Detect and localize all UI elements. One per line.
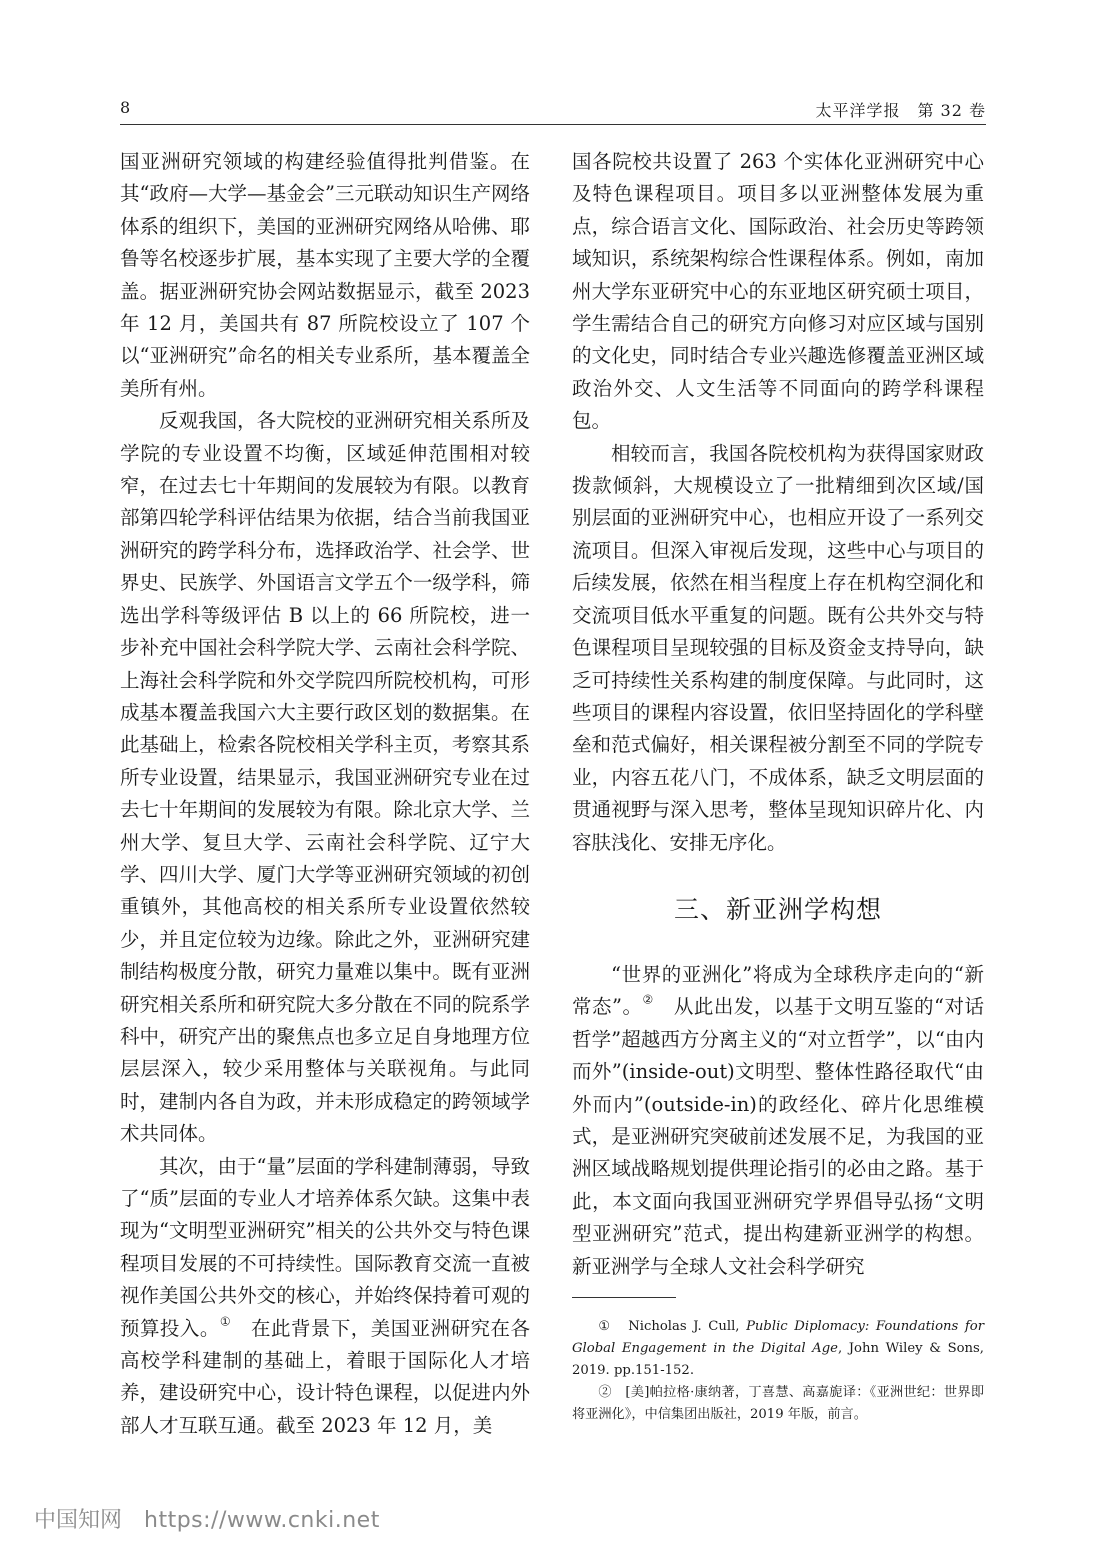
footnote-divider — [572, 1297, 676, 1298]
footnote-mark: ② — [598, 1385, 612, 1400]
paragraph-text: “世界的亚洲化”将成为全球秩序走向的“新常态”。 — [572, 962, 984, 1019]
footnote-mark: ① — [598, 1319, 613, 1334]
cnki-watermark — [34, 1503, 380, 1534]
paragraph-text: 其次，由于“量”层面的学科建制薄弱，导致了“质”层面的专业人才培养体系欠缺。这集中表现为“文明型亚洲研究”相关的公共外交与特色课程项目发展的不可持续性。国际教育交流一直被视作美国公共外交的核心，并始终保持着可观的预算投入。 — [120, 1154, 530, 1340]
paragraph — [120, 1151, 530, 1443]
footnote-text: [美]帕拉格·康纳著，丁喜慧、高嘉旎译：《亚洲世纪：世界即将亚洲化》，中信集团出版社，2019 年版，前言。 — [572, 1385, 985, 1422]
paragraph-text: 在此背景下，美国亚洲研究在各高校学科建制的基础上，着眼于国际化人才培养，建设研究中心，设计特色课程，以促进内外部人才互联互通。截至 2023 年 12 月，美 — [120, 1316, 530, 1437]
footnote-publisher: , John Wiley & Sons, 2019. pp.151-152. — [572, 1341, 984, 1378]
footnote-book-title: Public Diplomacy: Foundations for Global Engagement in the Digital Age — [572, 1319, 984, 1356]
journal-title: 太平洋学报 第 32 卷 — [815, 101, 986, 120]
paragraph: 相较而言，我国各院校机构为获得国家财政拨款倾斜，大规模设立了一批精细到次区域/国别层面的亚洲研究中心，也相应开设了一系列交流项目。但深入审视后发现，这些中心与项目的后续发展，依然在相当程度上存在机构空洞化和交流项目低水平重复的问题。既有公共外交与特色课程项目呈现较强的目标及资金支持导向，缺乏可持续性关系构建的制度保障。与此同时，这些项目的课程内容设置，依旧坚持固化的学科壁垒和范式偏好，相关课程被分割至不同的学院专业，内容五花八门，不成体系，缺乏文明层面的贯通视野与深入思考，整体呈现知识碎片化、内容肤浅化、安排无序化。 — [572, 441, 984, 854]
left-column — [120, 146, 530, 1442]
paragraph — [572, 959, 984, 1283]
footnote-2 — [572, 1382, 984, 1426]
section-heading: 三、新亚洲学构想 — [673, 894, 882, 924]
footnote-ref[interactable]: ① — [219, 1314, 232, 1329]
footnote-ref[interactable]: ② — [642, 992, 654, 1007]
running-header — [120, 96, 986, 125]
footnote-1 — [572, 1316, 984, 1382]
paragraph: 反观我国，各大院校的亚洲研究相关系所及学院的专业设置不均衡，区域延伸范围相对较窄，在过去七十年期间的发展较为有限。以教育部第四轮学科评估结果为依据，结合当前我国亚洲研究的跨学科分布，选择政治学、社会学、世界史、民族学、外国语言文学五个一级学科，筛选出学科等级评估 B 以上的 66 所院校，进一步补充中国社会科学院大学、云南社会科学院、上海社会科学院和外交学院四所院校机构，可形成基本覆盖我国六大主要行政区划的数据集。在此基础上，检索各院校相关学科主页，考察其系所专业设置，结果显示，我国亚洲研究专业在过去七十年期间的发展较为有限。除北京大学、兰州大学、复旦大学、云南社会科学院、辽宁大学、四川大学、厦门大学等亚洲研究领域的初创重镇外，其他高校的相关系所专业设置依然较少，并且定位较为边缘。除此之外，亚洲研究建制结构极度分散，研究力量难以集中。既有亚洲研究相关系所和研究院大多分散在不同的院系学科中，研究产出的聚焦点也多立足自身地理方位层层深入，较少采用整体与关联视角。与此同时，建制内各自为政，并未形成稳定的跨领域学术共同体。 — [120, 409, 530, 1146]
paragraph: 国亚洲研究领域的构建经验值得批判借鉴。在其“政府—大学—基金会”三元联动知识生产网络体系的组织下，美国的亚洲研究网络从哈佛、耶鲁等名校逐步扩展，基本实现了主要大学的全覆盖。据亚洲研究协会网站数据显示，截至 2023 年 12 月，美国共有 87 所院校设立了 107 个以“亚洲研究”命名的相关专业系所，基本覆盖全美所有州。 — [120, 150, 530, 400]
paragraph: 国各院校共设置了 263 个实体化亚洲研究中心及特色课程项目。项目多以亚洲整体发展为重点，综合语言文化、国际政治、社会历史等跨领域知识，系统架构综合性课程体系。例如，南加州大学东亚研究中心的东亚地区研究硕士项目，学生需结合自己的研究方向修习对应区域与国别的文化史，同时结合专业兴趣选修覆盖亚洲区域政治外交、人文生活等不同面向的跨学科课程包。 — [572, 150, 984, 433]
watermark-url: https://www.cnki.net — [144, 1508, 380, 1533]
paragraph-text: 从此出发，以基于文明互鉴的“对话哲学”超越西方分离主义的“对立哲学”，以“由内而外”(inside-out)文明型、整体性路径取代“由外而内”(outside-in)的政经化、碎片化思维模式，是亚洲研究突破前述发展不足，为我国的亚洲区域战略规划提供理论指引的必由之路。基于此，本文面向我国亚洲研究学界倡导弘扬“文明型亚洲研究”范式，提出构建新亚洲学的构想。新亚洲学与全球人文社会科学研究 — [572, 995, 984, 1278]
page-number: 8 — [120, 98, 131, 117]
footnote-author: Nicholas J. Cull, — [612, 1319, 747, 1334]
right-column — [572, 146, 984, 1426]
watermark-site-name: 中国知网 — [34, 1508, 123, 1533]
